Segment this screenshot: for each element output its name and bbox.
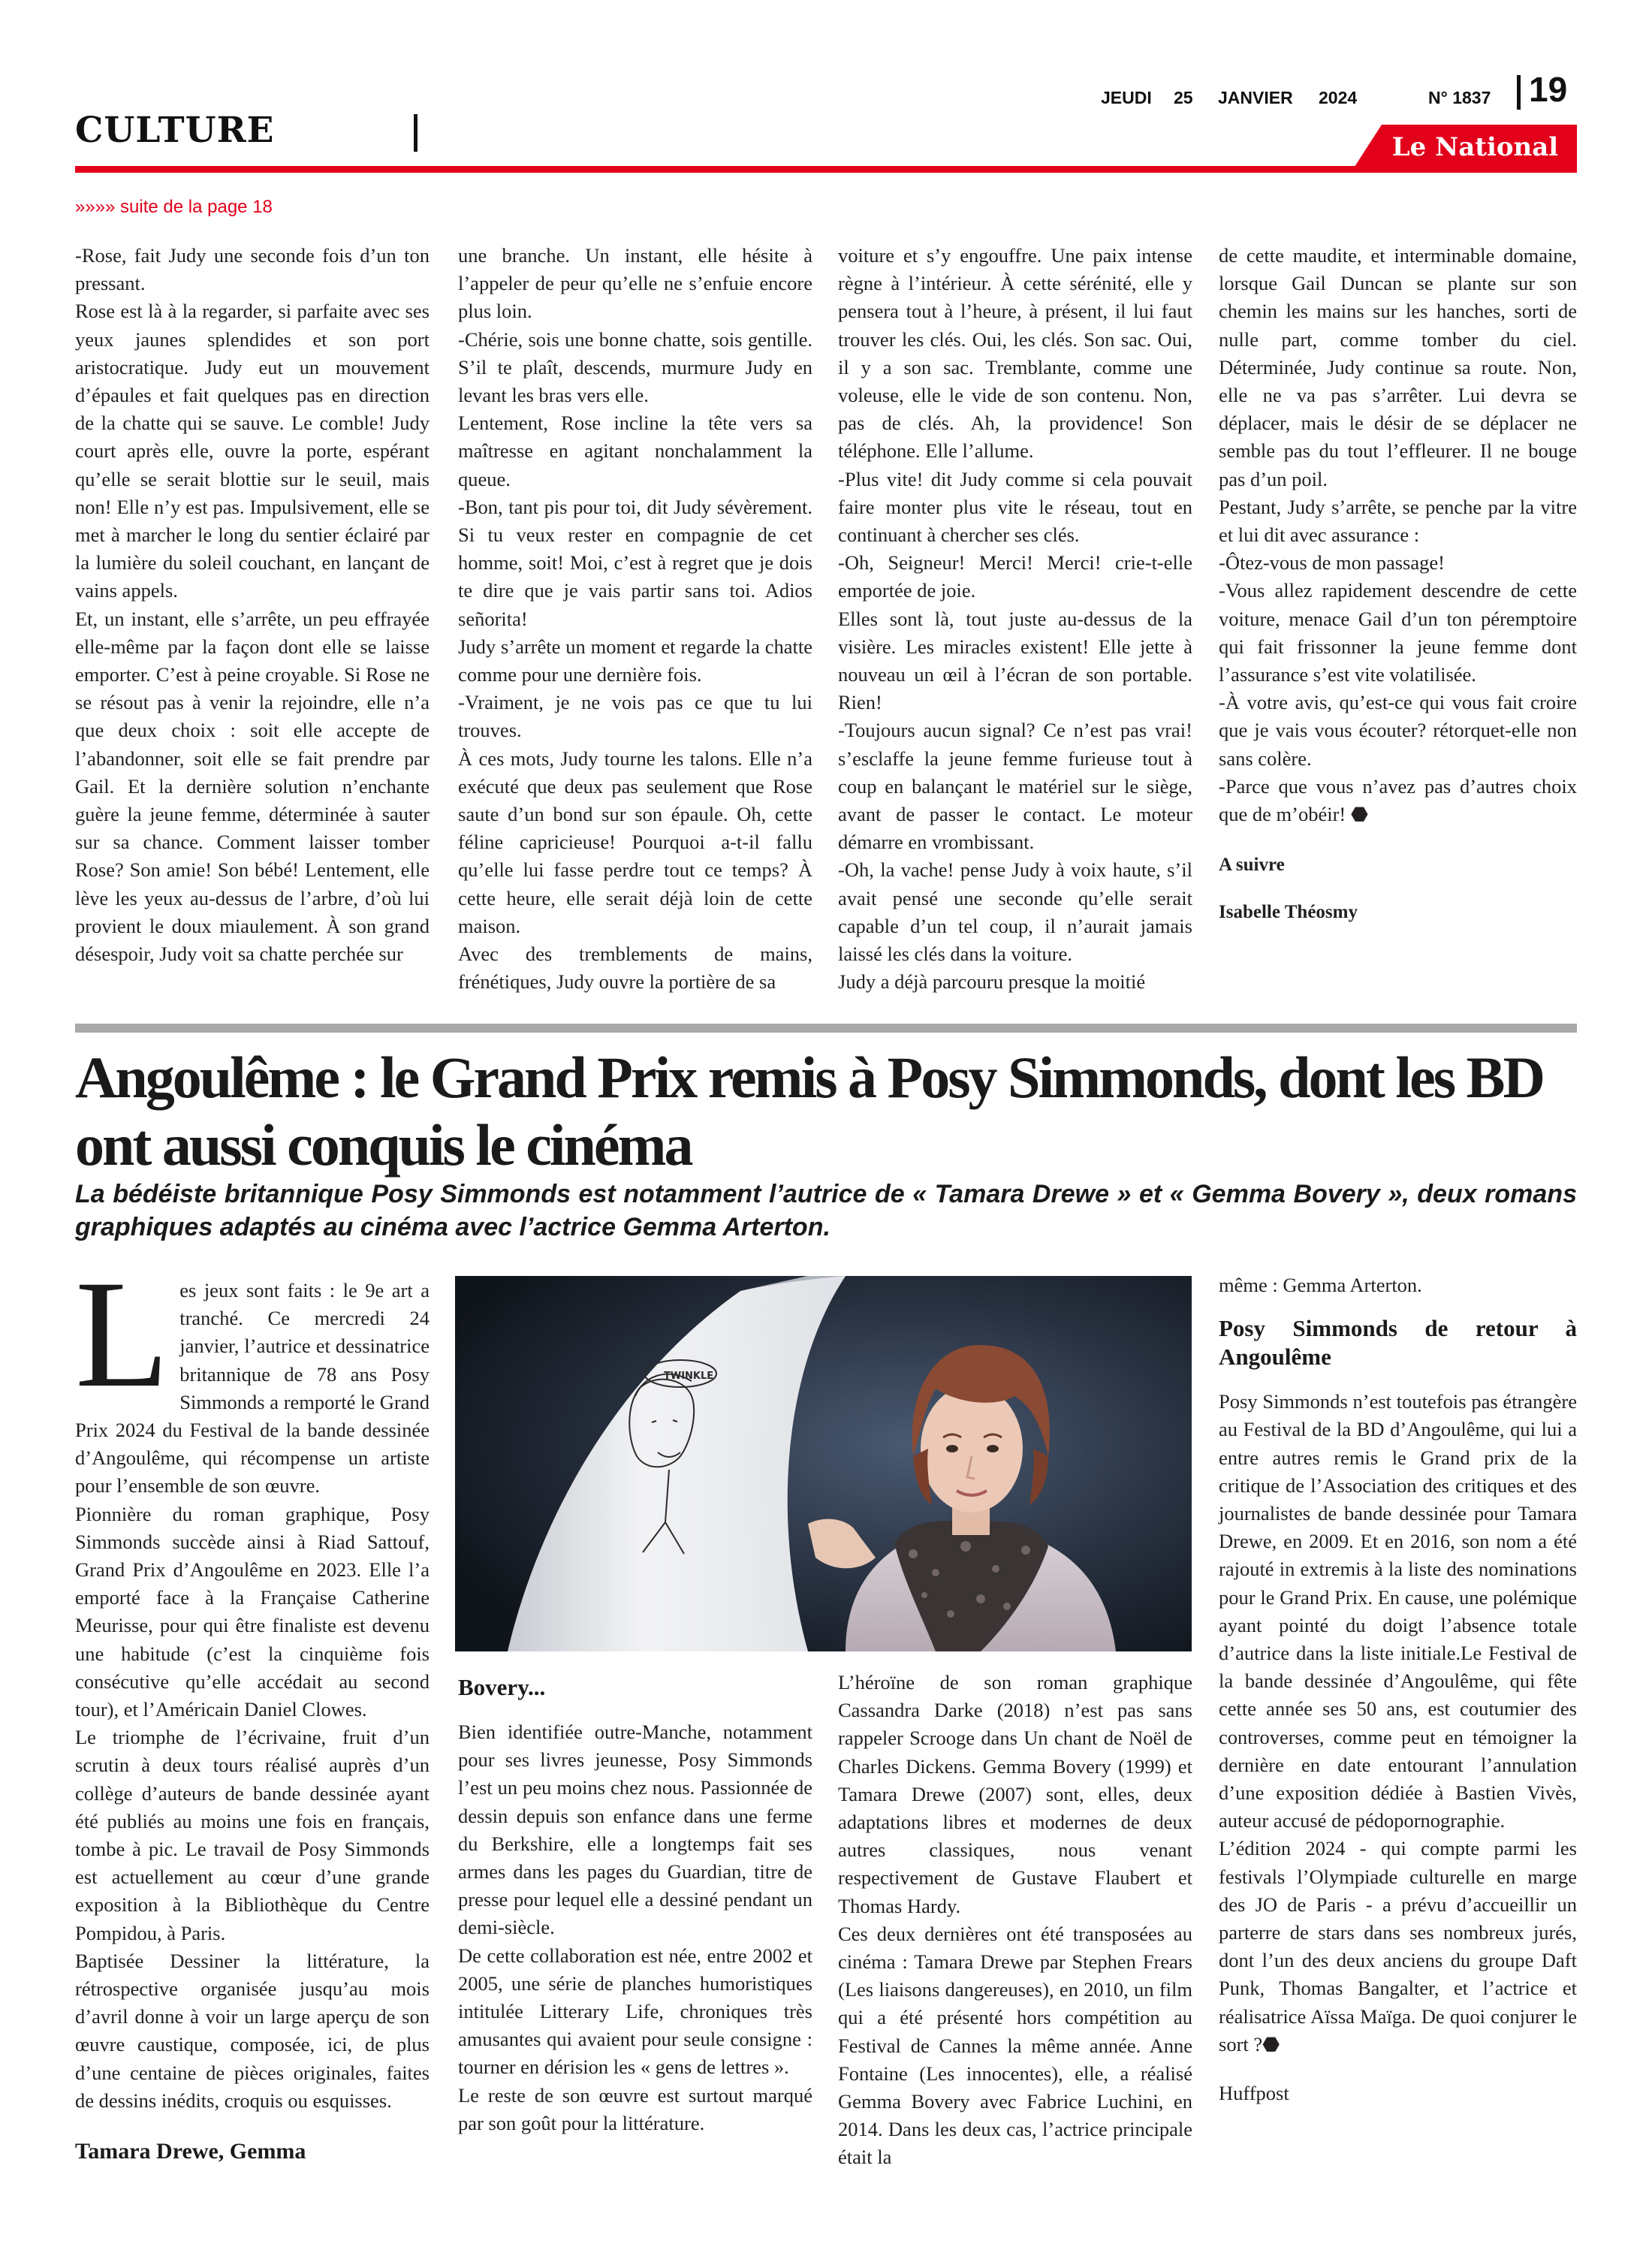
paragraph: une branche. Un instant, elle hésite à l’appeler de peur qu’elle ne s’enfuie encore plus loin.	[458, 244, 812, 323]
paragraph: même : Gemma Arterton.	[1219, 1274, 1422, 1296]
paragraph: Baptisée Dessiner la littérature, la rétrospective organisée jusqu’au mois d’avril donne à voir un large aperçu de son œuvre caustique, composée, ici, de plus d’une centaine de pièces originales, faites de dessins inédits, croquis ou esquisses.	[75, 1949, 430, 2112]
paragraph: Avec des tremblements de mains, frénétiques, Judy ouvre la portière de sa	[458, 943, 812, 994]
serial-column-4	[1219, 242, 1577, 927]
paragraph: L’édition 2024 - qui compte parmi les festivals l’Olympiade culturelle en marge des JO de Paris - a prévu d’accueillir un parterre de stars dans ses nombreux jurés, dont l’un des deux anciens du groupe Daft Punk, Thomas Bangalter, et l’actrice et réalisatrice Aïssa Maïga. De quoi conjurer le sort ?⬣	[1219, 1837, 1577, 2055]
paragraph: voiture et s’y engouffre. Une paix intense règne à l’intérieur. À cette sérénité, elle y pensera tout à l’heure, à présent, il lui faut trouver les clés. Oui, les clés. Son sac. Oui, il y a son sac. Tremblante, comme une voleuse, elle le vide de son contenu. Non, pas de clés. Ah, la providence! Son téléphone. Elle l’allume.	[838, 244, 1192, 463]
lead-paragraph: es jeux sont faits : le 9e art a tranché. Ce mercredi 24 janvier, l’autrice et dessinatrice britannique de 78 ans Posy Simmonds a remporté le Grand Prix 2024 du Festival de la bande dessinée d’Angoulême, qui récompense un artiste pour l’ensemble de son œuvre.	[75, 1279, 430, 1497]
paragraph: -Oh, la vache! pense Judy à voix haute, s’il avait pensé une seconde qu’elle serait capable d’un tel coup, il n’aurait jamais laissé les clés dans la voiture.	[838, 858, 1192, 966]
date-month: JANVIER	[1218, 88, 1293, 107]
subhead-return-angouleme: Posy Simmonds de retour à Angoulême	[1219, 1315, 1577, 1371]
paragraph: de cette maudite, et interminable domaine, lorsque Gail Duncan se plante sur son chemin les mains sur les hanches, sorti de nulle part, comme tomber du ciel. Déterminée, Judy continue sa route. Non, elle ne va pas s’arrêter. Lui devra se déplacer, mais le désir de se déplacer ne semble pas du tout l’effleurer. Il ne bouge pas d’un poil.	[1219, 244, 1577, 490]
paragraph: Posy Simmonds n’est toutefois pas étrangère au Festival de la BD d’Angoulême, qui lui a entre autres remis le Grand prix de la critique de l’Association des critiques et des journalistes de bande dessinée pour Tamara Drewe, en 2009. Et en 2016, son nom a été rajouté in extremis à la liste des nominations pour le Grand Prix. En cause, une polémique ayant pointé du doigt l’absence totale d’autrice dans la liste initiale.Le Festival de la bande dessinée d’Angoulême, qui fête cette année ses 50 ans, est coutumier des controverses, comme peut en témoigner la dernière en date entourant l’annulation d’une exposition dédiée à Bastien Vivès, auteur accusé de pédopornographie.	[1219, 1390, 1577, 1832]
paragraph: Pestant, Judy s’arrête, se penche par la vitre et lui dit avec assurance :	[1219, 495, 1577, 547]
paragraph: Bien identifiée outre-Manche, notamment pour ses livres jeunesse, Posy Simmonds l’est un peu moins chez nous. Passionnée de dessin depuis son enfance dans une ferme du Berkshire, elle a longtemps fait ses armes dans les pages du Guardian, titre de presse pour lequel elle a dessiné pendant un demi-siècle.	[458, 1721, 812, 1939]
header-rule	[75, 166, 1577, 173]
paragraph: -Plus vite! dit Judy comme si cela pouvait faire monter plus vite le réseau, tout en continuant à chercher ses clés.	[838, 467, 1192, 547]
article-column-2	[458, 1673, 812, 2137]
paragraph: Et, un instant, elle s’arrête, un peu effrayée elle-même par la façon dont elle se laisse emporter. C’est à peine croyable. Si Rose ne se résout pas à venir la rejoindre, elle n’a que deux choix : soit elle accepte de l’abandonner, soit elle se fait prendre par Gail. Et la dernière solution n’enchante guère la jeune femme, déterminée à sauter sur sa chance. Comment laisser tomber Rose? Son amie! Son bébé! Lentement, elle lève les yeux au-dessus de l’arbre, d’où lui provient le doux miaulement. À son grand désespoir, Judy voit sa chatte perchée sur	[75, 607, 430, 966]
issue-number: N° 1837	[1428, 88, 1491, 107]
paragraph: Lentement, Rose incline la tête vers sa maîtresse en agitant nonchalamment la queue.	[458, 412, 812, 490]
paragraph: -Chérie, sois une bonne chatte, sois gentille. S’il te plaît, descends, murmure Judy en levant les bras vers elle.	[458, 327, 812, 407]
date-number: 25	[1174, 88, 1193, 107]
date-day: JEUDI	[1101, 88, 1152, 107]
serial-column-1	[75, 242, 430, 968]
paragraph: Le triomphe de l’écrivaine, fruit d’un scrutin à deux tours réalisé auprès d’un collège d’auteurs de bande dessinée ayant été publiés au moins une fois en français, tombe à pic. Le travail de Posy Simmonds est actuellement au cœur d’une grande exposition à la Bibliothèque du Centre Pompidou, à Paris.	[75, 1726, 430, 1944]
page-number: 19	[1529, 70, 1568, 109]
to-follow-label: A suivre	[1219, 855, 1285, 876]
date-year: 2024	[1319, 88, 1358, 107]
section-divider	[414, 114, 418, 152]
paragraph: Elles sont là, tout juste au-dessus de la visière. Les miracles existent! Elle jette à nouveau un œil à l’écran de son portable. Rien!	[838, 607, 1192, 714]
subhead-bovery: Bovery...	[458, 1674, 546, 1700]
paragraph: Pionnière du roman graphique, Posy Simmonds succède ainsi à Riad Sattouf, Grand Prix d’Angoulême en 2023. Elle l’a emporté face à la Française Catherine Meurisse, pour qui être finaliste est devenu une habitude (c’est la cinquième fois consécutive qu’elle accédait au second tour), et l’Américain Daniel Clowes.	[75, 1502, 430, 1721]
brand-name: Le National	[1391, 132, 1559, 162]
continued-from-note: »»»» suite de la page 18	[75, 197, 273, 217]
article-column-4	[1219, 1271, 1577, 2107]
paragraph: -Parce que vous n’avez pas d’autres choix que de m’obéir! ⬣	[1219, 774, 1577, 826]
paragraph: -Toujours aucun signal? Ce n’est pas vrai! s’esclaffe la jeune femme furieuse tout à coup en balançant le matériel sur le siège, avant de passer le contact. Le moteur démarre en vrombissant.	[838, 719, 1192, 854]
serial-author: Isabelle Théosmy	[1219, 902, 1358, 923]
section-label: CULTURE	[75, 110, 275, 151]
article-photo	[455, 1276, 1192, 1651]
paragraph: L’héroïne de son roman graphique Cassandra Darke (2018) n’est pas sans rappeler Scrooge dans Un chant de Noël de Charles Dickens. Gemma Bovery (1999) et Tamara Drewe (2007) sont, elles, deux adaptations libres et modernes de deux autres classiques, nous venant respectivement de Gustave Flaubert et Thomas Hardy.	[838, 1671, 1192, 1917]
paragraph: -Ôtez-vous de mon passage!	[1219, 551, 1445, 575]
posy-simmonds-photo	[455, 1276, 1192, 1651]
article-separator	[75, 1024, 1577, 1033]
paragraph: -Vraiment, je ne vois pas ce que tu lui trouves.	[458, 691, 812, 742]
paragraph: À ces mots, Judy tourne les talons. Elle n’a exécuté que deux pas seulement que Rose saute d’un bond sur son épaule. Oh, cette féline capricieuse! Pourquoi a-t-il fallu qu’elle lui fasse perdre tout ce temps? À cette heure, elle serait déjà loin de cette maison.	[458, 746, 812, 937]
paragraph: Ces deux dernières ont été transposées au cinéma : Tamara Drewe par Stephen Frears (Les liaisons dangereuses), en 2010, un film qui a été présenté hors compétition au Festival de Cannes la même année. Anne Fontaine (Les innocentes), elle, a réalisé Gemma Bovery avec Fabrice Luchini, en 2014. Dans les deux cas, l’actrice principale était la	[838, 1922, 1192, 2169]
paragraph: -Bon, tant pis pour toi, dit Judy sévèrement. Si tu veux rester en compagnie de cet homme, soit! Moi, c’est à regret que je dois te dire que je vais partir sans toi. Adios señorita!	[458, 495, 812, 630]
paragraph: De cette collaboration est née, entre 2002 et 2005, une série de planches humoristiques intitulée Litterary Life, chroniques très amusantes qui avaient pour seule consigne : tourner en dérision les « gens de lettres ».	[458, 1944, 812, 2079]
subhead-continued: Tamara Drewe, Gemma	[75, 2139, 306, 2164]
paragraph: -À votre avis, qu’est-ce qui vous fait croire que je vais vous écouter? rétorquet-elle non sans colère.	[1219, 691, 1577, 770]
article-column-1	[75, 1249, 430, 2165]
paragraph: -Vous allez rapidement descendre de cette voiture, menace Gail d’un ton péremptoire qui fait frissonner la jeune femme dont l’assurance s’est vite volatilisée.	[1219, 579, 1577, 686]
article-byline: Huffpost	[1219, 2082, 1289, 2105]
serial-column-3	[838, 242, 1192, 996]
article-headline: Angoulême : le Grand Prix remis à Posy Simmonds, dont les BD ont aussi conquis le cinéma	[75, 1045, 1543, 1178]
drawing-caption-text: TWINKLE	[664, 1371, 714, 1382]
paragraph: Rose est là à la regarder, si parfaite avec ses yeux jaunes splendides et son port aristocratique. Judy eut un mouvement d’épaules et fait quelques pas en direction de la chatte qui se sauve. Le comble! Judy court après elle, ouvre la porte, espérant qu’elle se serait blottie sur le seuil, mais non! Elle n’y est pas. Impulsivement, elle se met à marcher le long du sentier éclairé par la lumière du soleil couchant, en lançant de vains appels.	[75, 300, 430, 602]
paragraph: -Rose, fait Judy une seconde fois d’un ton pressant.	[75, 244, 430, 295]
page-number-divider	[1517, 75, 1521, 110]
article-deck: La bédéiste britannique Posy Simmonds est notamment l’autrice de « Tamara Drewe » et « Gemma Bovery », deux romans graphiques adaptés au cinéma avec l’actrice Gemma Arterton.	[75, 1180, 1577, 1241]
paragraph: -Oh, Seigneur! Merci! Merci! crie-t-elle emportée de joie.	[838, 551, 1192, 602]
paragraph: Le reste de son œuvre est surtout marqué par son goût pour la littérature.	[458, 2083, 812, 2134]
serial-column-2	[458, 242, 812, 996]
drop-cap: L	[75, 1249, 170, 1419]
article-column-3	[838, 1669, 1192, 2172]
paragraph: Judy s’arrête un moment et regarde la chatte comme pour une dernière fois.	[458, 635, 812, 686]
paragraph: Judy a déjà parcouru presque la moitié	[838, 970, 1146, 994]
